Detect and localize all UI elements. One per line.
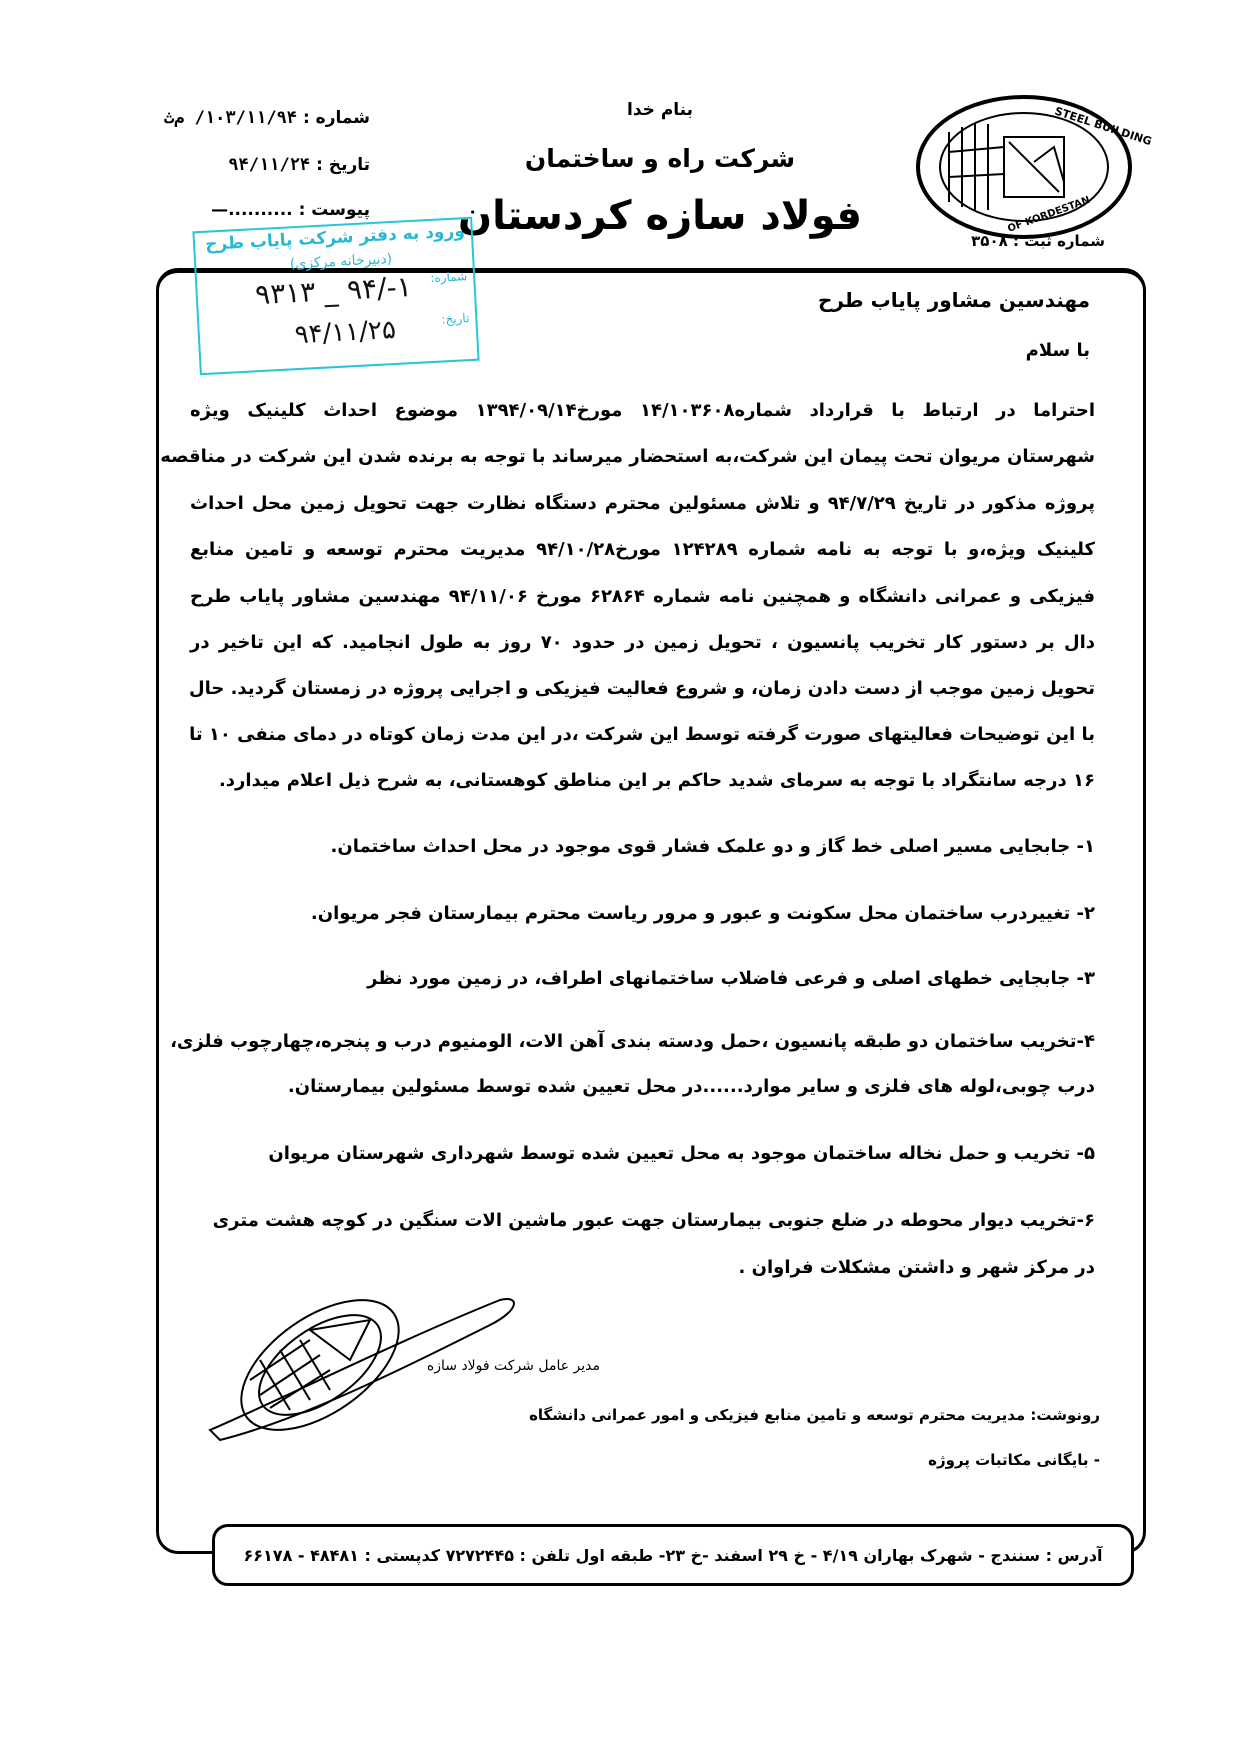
letter-number-field <box>110 108 370 128</box>
body-line: پروژه مذکور در تاریخ ۹۴/۷/۲۹ و تلاش مسئولین محترم دستگاه نظارت جهت تحویل زمین محل احداث <box>190 493 1095 514</box>
list-item: درب چوبی،لوله های فلزی و سایر موارد......در محل تعیین شده توسط مسئولین بیمارستان. <box>287 1076 1095 1097</box>
letter-date-label: تاریخ : <box>316 155 370 175</box>
logo-text-top: STEEL BUILDING <box>1053 104 1154 149</box>
letter-number-label: شماره : <box>302 108 370 128</box>
body-line: ۱۶ درجه سانتگراد با توجه به سرمای شدید حاکم بر این مناطق کوهستانی، به شرح ذیل اعلام میدارد. <box>218 770 1095 791</box>
list-item: در مرکز شهر و داشتن مشکلات فراوان . <box>738 1257 1095 1278</box>
body-line: دال بر دستور کار تخریب پانسیون ، تحویل زمین در حدود ۷۰ روز به طول انجامید. که این تاخیر در <box>190 632 1095 653</box>
registration-number: شماره ثبت : ۳۵۰۸ <box>971 232 1105 250</box>
list-item: ۳- جابجایی خطهای اصلی و فرعی فاضلاب ساختمانهای اطراف، در زمین مورد نظر <box>367 968 1095 989</box>
stamp-date-label: تاریخ: <box>441 311 470 327</box>
company-name-line1: شرکت راه و ساختمان <box>524 144 796 173</box>
letter-date-value: ۹۴/۱۱/۲۴ <box>228 155 311 175</box>
body-line: با این توضیحات فعالیتهای صورت گرفته توسط این شرکت ،در این مدت زمان کوتاه در دمای منفی ۱۰ تا <box>189 724 1095 745</box>
body-line: کلینیک ویژه،و با توجه به نامه شماره ۱۲۴۲۸۹ مورخ۹۴/۱۰/۲۸ مدیریت محترم توسعه و تامین منابع <box>190 539 1095 560</box>
logo-text-bottom: OF KORDESTAN <box>1006 194 1092 235</box>
list-item: ۱- جابجایی مسیر اصلی خط گاز و دو علمک فشار قوی موجود در محل احداث ساختمان. <box>330 836 1095 857</box>
stamp-number-label: شماره: <box>430 269 468 286</box>
stamp-title: ورود به دفتر شرکت پایاب طرح <box>204 221 466 255</box>
company-logo <box>914 92 1154 242</box>
receipt-stamp <box>192 217 479 375</box>
letter-date-field <box>110 155 370 175</box>
list-item: ۵- تخریب و حمل نخاله ساختمان موجود به محل تعیین شده توسط شهرداری شهرستان مریوان <box>268 1143 1095 1164</box>
archive-note: - بایگانی مکاتبات پروژه <box>928 1451 1100 1469</box>
footer-address <box>212 1524 1134 1586</box>
letter-number-value: ۱۰۳/۱۱/۹۴/ م‌ث <box>163 108 298 128</box>
attachment-label: پیوست : <box>298 200 370 220</box>
recipient: مهندسین مشاور پایاب طرح <box>817 288 1090 312</box>
stamp-date-value: ۹۴/۱۱/۲۵ <box>293 314 397 351</box>
body-line: فیزیکی و عمرانی دانشگاه و همچنین نامه شماره ۶۲۸۶۴ مورخ ۹۴/۱۱/۰۶ مهندسین مشاور پایاب طرح <box>190 586 1095 607</box>
list-item: ۶-تخریب دیوار محوطه در ضلع جنوبی بیمارستان جهت عبور ماشین الات سنگین در کوچه هشت متری <box>212 1210 1095 1231</box>
list-item: ۴-تخریب ساختمان دو طبقه پانسیون ،حمل ودسته بندی آهن الات، الومنیوم درب و پنجره،چهارچوب فلزی، <box>170 1031 1095 1052</box>
list-item: ۲- تغییردرب ساختمان محل سکونت و عبور و مرور ریاست محترم بیمارستان فجر مریوان. <box>310 903 1095 924</box>
body-line: تحویل زمین موجب از دست دادن زمان، و شروع فعالیت فیزیکی و اجرایی پروژه در زمستان گردید. حال <box>188 678 1095 699</box>
address-text: آدرس : سنندج - شهرک بهاران ۴/۱۹ - خ ۲۹ اسفند -خ ۲۳- طبقه اول تلفن : ۷۲۷۲۴۴۵ کدپستی : ۴۸۴۸۱ - ۶۶۱۷۸ <box>243 1545 1103 1565</box>
stamp-number-value: ۱-/۹۴ _ ۹۳۱۳ <box>254 270 413 312</box>
body-line: احتراما در ارتباط با قرارداد شماره۱۴/۱۰۳۶۰۸ مورخ۱۳۹۴/۰۹/۱۴ موضوع احداث کلینیک ویژه <box>190 400 1096 421</box>
carbon-copy: رونوشت: مدیریت محترم توسعه و تامین منابع فیزیکی و امور عمرانی دانشگاه <box>529 1406 1100 1424</box>
stamp-subtitle: (دبیرخانه مرکزی) <box>289 251 393 273</box>
company-name-line2: فولاد سازه کردستان <box>458 193 862 239</box>
body-line: شهرستان مریوان تحت پیمان این شرکت،به استحضار میرساند با توجه به برنده شدن این شرکت در مناقصه <box>160 446 1095 467</box>
attachment-value: ..........— <box>211 200 293 220</box>
greeting: با سلام <box>1025 340 1090 361</box>
attachment-field <box>110 200 370 220</box>
bismillah: بنام خدا <box>627 100 693 120</box>
signatory-title: مدیر عامل شرکت فولاد سازه <box>426 1358 600 1374</box>
